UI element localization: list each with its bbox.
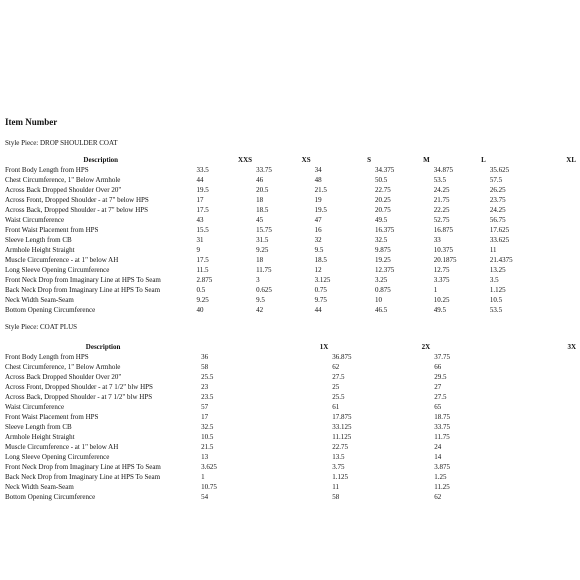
- measurement-cell: 9.875: [375, 246, 391, 254]
- measurement-cell: 50.5: [375, 176, 388, 184]
- table-row: [5, 432, 580, 442]
- size-spec-table: [5, 155, 580, 315]
- measurement-cell: 66: [434, 363, 442, 371]
- measurement-cell: 1.125: [332, 473, 349, 481]
- measurement-cell: 23.5: [201, 393, 214, 401]
- measurement-cell: 31.5: [256, 236, 269, 244]
- measurement-cell: 9.5: [256, 296, 265, 304]
- table-row: [5, 265, 580, 275]
- measurement-cell: 2.875: [196, 276, 213, 284]
- measurement-cell: 11.75: [434, 433, 450, 441]
- column-header-description: Description: [83, 156, 119, 164]
- table-row: [5, 295, 580, 305]
- row-description: Back Neck Drop from Imaginary Line at HPS To Seam: [5, 473, 161, 481]
- column-header-size: XS: [301, 156, 311, 164]
- measurement-cell: 53.5: [433, 176, 446, 184]
- table-row: [5, 165, 580, 175]
- table-row: [5, 482, 580, 492]
- measurement-cell: 3.5: [489, 276, 499, 284]
- measurement-cell: 1: [433, 286, 438, 294]
- measurement-cell: 19.5: [196, 186, 209, 194]
- measurement-cell: 65: [434, 403, 442, 411]
- table-row: [5, 372, 580, 382]
- measurement-cell: 53.5: [489, 306, 503, 314]
- measurement-cell: 0.875: [375, 286, 391, 294]
- measurement-cell: 18: [256, 196, 264, 204]
- measurement-cell: 11.125: [332, 433, 352, 441]
- measurement-cell: 44: [314, 306, 322, 314]
- measurement-cell: 31: [196, 236, 204, 244]
- table-row: [5, 472, 580, 482]
- measurement-cell: 25.5: [332, 393, 345, 401]
- measurement-cell: 33.125: [332, 423, 352, 431]
- measurement-cell: 36.875: [332, 353, 352, 361]
- row-description: Front Body Length from HPS: [5, 166, 89, 174]
- measurement-cell: 15.75: [256, 226, 272, 234]
- measurement-cell: 23.75: [489, 196, 506, 204]
- measurement-cell: 17: [196, 196, 204, 204]
- row-description: Across Back, Dropped Shoulder - at 7 1/2" blw HPS: [5, 393, 153, 401]
- table-row: [5, 402, 580, 412]
- row-description: Armhole Height Straight: [5, 433, 75, 441]
- measurement-cell: 44: [196, 176, 204, 184]
- table-row: [5, 452, 580, 462]
- item-number-heading: Item Number: [5, 117, 58, 127]
- measurement-cell: 1: [201, 473, 205, 481]
- row-description: Back Neck Drop from Imaginary Line at HPS To Seam: [5, 286, 161, 294]
- measurement-cell: 3.75: [332, 463, 345, 471]
- measurement-cell: 3.25: [375, 276, 388, 284]
- row-description: Bottom Opening Circumference: [5, 493, 96, 501]
- measurement-cell: 10.25: [433, 296, 450, 304]
- measurement-cell: 24.25: [489, 206, 506, 214]
- row-description: Waist Circumference: [5, 403, 65, 411]
- row-description: Neck Width Seam-Seam: [5, 296, 74, 304]
- measurement-cell: 9.5: [314, 246, 324, 254]
- column-header-size: S: [367, 156, 372, 164]
- table-row: [5, 185, 580, 195]
- measurement-cell: 9: [196, 246, 200, 254]
- row-description: Chest Circumference, 1" Below Armhole: [5, 363, 121, 371]
- measurement-cell: 9.25: [256, 246, 269, 254]
- measurement-cell: 16.875: [433, 226, 453, 234]
- measurement-cell: 40: [196, 306, 204, 314]
- measurement-cell: 3: [256, 276, 260, 284]
- measurement-cell: 21.5: [314, 186, 327, 194]
- measurement-cell: 10.75: [201, 483, 217, 491]
- measurement-cell: 33.75: [256, 166, 272, 174]
- measurement-cell: 49.5: [375, 216, 388, 224]
- column-header-size: XL: [566, 156, 576, 164]
- measurement-cell: 58: [201, 363, 209, 371]
- row-description: Front Neck Drop from Imaginary Line at HPS To Seam: [5, 463, 161, 471]
- measurement-cell: 3.875: [434, 463, 450, 471]
- measurement-cell: 26.25: [489, 186, 506, 194]
- measurement-cell: 21.4375: [489, 256, 513, 264]
- measurement-cell: 18.5: [256, 206, 269, 214]
- row-description: Long Sleeve Opening Circumference: [5, 453, 110, 461]
- column-header-size: XXS: [238, 156, 253, 164]
- table-row: [5, 195, 580, 205]
- measurement-cell: 27.5: [332, 373, 345, 381]
- measurement-cell: 10.375: [433, 246, 453, 254]
- measurement-cell: 13.25: [489, 266, 506, 274]
- table-row: [5, 352, 580, 362]
- measurement-cell: 32: [314, 236, 322, 244]
- measurement-cell: 45: [256, 216, 264, 224]
- measurement-cell: 13.5: [332, 453, 345, 461]
- measurement-cell: 22.75: [375, 186, 391, 194]
- measurement-cell: 11: [332, 483, 340, 491]
- measurement-cell: 18: [256, 256, 264, 264]
- table-row: [5, 285, 580, 295]
- column-header-size: M: [423, 156, 430, 164]
- measurement-cell: 18.5: [314, 256, 327, 264]
- table-row: [5, 275, 580, 285]
- measurement-cell: 16.375: [375, 226, 395, 234]
- measurement-cell: 23: [201, 383, 209, 391]
- row-description: Front Neck Drop from Imaginary Line at HPS To Seam: [5, 276, 161, 284]
- measurement-cell: 17.625: [489, 226, 510, 234]
- measurement-cell: 33.625: [489, 236, 510, 244]
- measurement-cell: 22.25: [433, 206, 450, 214]
- measurement-cell: 29.5: [434, 373, 447, 381]
- table-row: [5, 442, 580, 452]
- measurement-cell: 20.5: [256, 186, 269, 194]
- measurement-cell: 19.5: [314, 206, 327, 214]
- row-description: Long Sleeve Opening Circumference: [5, 266, 110, 274]
- measurement-cell: 9.25: [196, 296, 209, 304]
- table-row: [5, 225, 580, 235]
- table-row: [5, 462, 580, 472]
- measurement-cell: 62: [434, 493, 442, 501]
- measurement-cell: 52.75: [433, 216, 450, 224]
- row-description: Sleeve Length from CB: [5, 236, 72, 244]
- measurement-cell: 48: [314, 176, 322, 184]
- measurement-cell: 0.5: [196, 286, 206, 294]
- measurement-cell: 17: [201, 413, 209, 421]
- row-description: Armhole Height Straight: [5, 246, 75, 254]
- measurement-cell: 15.5: [196, 226, 209, 234]
- measurement-cell: 54: [201, 493, 209, 501]
- row-description: Across Front, Dropped Shoulder - at 7 1/2" blw HPS: [5, 383, 153, 391]
- measurement-cell: 10: [375, 296, 383, 304]
- measurement-cell: 46: [256, 176, 264, 184]
- table-header-row: [5, 155, 580, 165]
- measurement-cell: 32.5: [375, 236, 388, 244]
- measurement-cell: 46.5: [375, 306, 388, 314]
- measurement-cell: 20.1875: [433, 256, 457, 264]
- row-description: Across Back Dropped Shoulder Over 20": [5, 186, 122, 194]
- measurement-cell: 11.25: [434, 483, 450, 491]
- measurement-cell: 11.5: [196, 266, 209, 274]
- measurement-cell: 10.5: [489, 296, 503, 304]
- measurement-cell: 34.875: [433, 166, 453, 174]
- table-row: [5, 422, 580, 432]
- measurement-cell: 34.375: [375, 166, 395, 174]
- row-description: Front Body Length from HPS: [5, 353, 89, 361]
- measurement-cell: 24.25: [433, 186, 450, 194]
- row-description: Across Back Dropped Shoulder Over 20": [5, 373, 122, 381]
- table-row: [5, 235, 580, 245]
- measurement-cell: 3.125: [314, 276, 331, 284]
- row-description: Muscle Circumference - at 1" below AH: [5, 443, 119, 451]
- style-piece-title: Style Piece: DROP SHOULDER COAT: [5, 139, 118, 147]
- measurement-cell: 20.75: [375, 206, 391, 214]
- row-description: Front Waist Placement from HPS: [5, 413, 99, 421]
- measurement-cell: 17.5: [196, 206, 209, 214]
- measurement-cell: 49.5: [433, 306, 446, 314]
- measurement-cell: 17.5: [196, 256, 209, 264]
- measurement-cell: 3.375: [433, 276, 450, 284]
- row-description: Neck Width Seam-Seam: [5, 483, 74, 491]
- measurement-cell: 21.5: [201, 443, 214, 451]
- table-row: [5, 305, 580, 315]
- measurement-cell: 57: [201, 403, 209, 411]
- table-row: [5, 412, 580, 422]
- measurement-cell: 56.75: [489, 216, 506, 224]
- column-header-description: Description: [85, 343, 121, 351]
- table-row: [5, 215, 580, 225]
- measurement-cell: 3.625: [201, 463, 217, 471]
- measurement-cell: 25: [332, 383, 340, 391]
- row-description: Front Waist Placement from HPS: [5, 226, 99, 234]
- measurement-cell: 11: [489, 246, 497, 254]
- table-row: [5, 175, 580, 185]
- measurement-cell: 16: [314, 226, 322, 234]
- table-row: [5, 392, 580, 402]
- table-row: [5, 205, 580, 215]
- table-row: [5, 255, 580, 265]
- column-header-size: 3X: [567, 343, 576, 351]
- measurement-cell: 22.75: [332, 443, 349, 451]
- measurement-cell: 24: [434, 443, 442, 451]
- measurement-cell: 9.75: [314, 296, 327, 304]
- table-row: [5, 382, 580, 392]
- row-description: Bottom Opening Circumference: [5, 306, 96, 314]
- measurement-cell: 21.75: [433, 196, 450, 204]
- measurement-cell: 32.5: [201, 423, 214, 431]
- row-description: Sleeve Length from CB: [5, 423, 72, 431]
- measurement-cell: 33.5: [196, 166, 209, 174]
- measurement-cell: 14: [434, 453, 442, 461]
- row-description: Chest Circumference, 1" Below Armhole: [5, 176, 121, 184]
- table-header-row: [5, 342, 580, 352]
- row-description: Across Front, Dropped Shoulder - at 7" below HPS: [5, 196, 149, 204]
- measurement-cell: 1.125: [489, 286, 506, 294]
- measurement-cell: 27: [434, 383, 442, 391]
- measurement-cell: 13: [201, 453, 209, 461]
- column-header-size: L: [481, 156, 486, 164]
- row-description: Across Back, Dropped Shoulder - at 7" below HPS: [5, 206, 149, 214]
- measurement-cell: 58: [332, 493, 340, 501]
- table-row: [5, 362, 580, 372]
- measurement-cell: 61: [332, 403, 340, 411]
- measurement-cell: 43: [196, 216, 204, 224]
- measurement-cell: 47: [314, 216, 322, 224]
- column-header-size: 2X: [421, 343, 431, 351]
- measurement-cell: 42: [256, 306, 264, 314]
- measurement-cell: 12.75: [433, 266, 450, 274]
- row-description: Muscle Circumference - at 1" below AH: [5, 256, 119, 264]
- row-description: Waist Circumference: [5, 216, 65, 224]
- measurement-cell: 12: [314, 266, 322, 274]
- table-row: [5, 492, 580, 502]
- measurement-cell: 34: [314, 166, 322, 174]
- measurement-cell: 10.5: [201, 433, 214, 441]
- table-row: [5, 245, 580, 255]
- measurement-cell: 19: [314, 196, 322, 204]
- measurement-cell: 18.75: [434, 413, 450, 421]
- column-header-size: 1X: [319, 343, 329, 351]
- measurement-cell: 12.375: [375, 266, 395, 274]
- measurement-cell: 62: [332, 363, 340, 371]
- measurement-cell: 27.5: [434, 393, 447, 401]
- measurement-cell: 0.75: [314, 286, 327, 294]
- measurement-cell: 17.875: [332, 413, 352, 421]
- measurement-cell: 0.625: [256, 286, 272, 294]
- measurement-cell: 37.75: [434, 353, 450, 361]
- measurement-cell: 35.625: [489, 166, 510, 174]
- measurement-cell: 57.5: [489, 176, 503, 184]
- style-piece-title: Style Piece: COAT PLUS: [5, 323, 78, 331]
- measurement-cell: 19.25: [375, 256, 391, 264]
- measurement-cell: 33: [433, 236, 441, 244]
- measurement-cell: 25.5: [201, 373, 214, 381]
- measurement-cell: 36: [201, 353, 209, 361]
- measurement-cell: 11.75: [256, 266, 272, 274]
- size-spec-table: [5, 342, 580, 502]
- measurement-cell: 33.75: [434, 423, 450, 431]
- measurement-cell: 1.25: [434, 473, 447, 481]
- measurement-cell: 20.25: [375, 196, 391, 204]
